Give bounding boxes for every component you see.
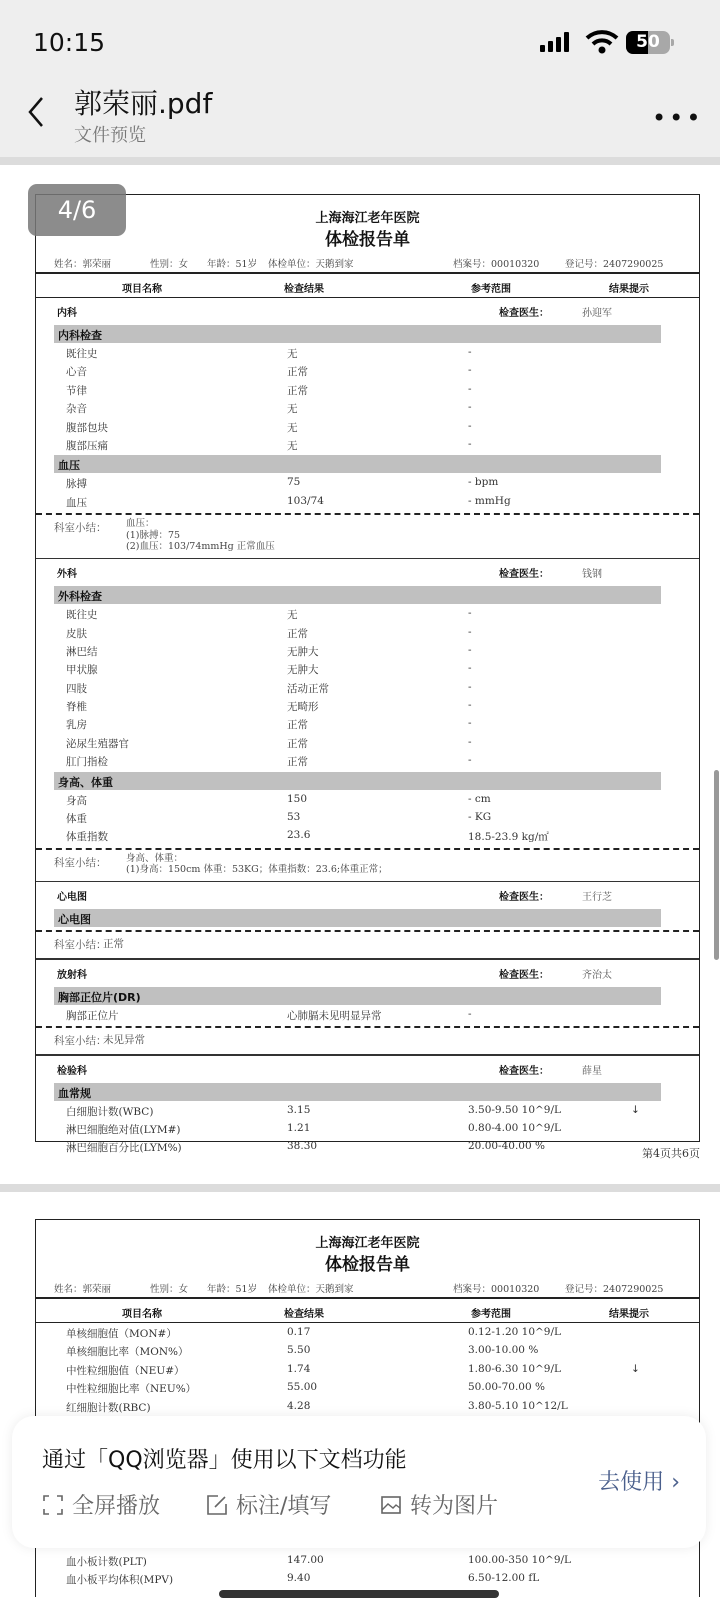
- info-unit: 体检单位：天鹅到家: [268, 259, 354, 270]
- go-use-label: 去使用: [598, 1470, 665, 1495]
- doctor-label: 检查医生：: [499, 308, 549, 319]
- department-header: [36, 882, 699, 907]
- table-row: [36, 1137, 699, 1155]
- fullscreen-button[interactable]: [42, 1489, 160, 1520]
- item-result: 55.00: [287, 1381, 318, 1394]
- patient-info: [36, 1279, 699, 1297]
- info-reg-no: 登记号：2407290025: [565, 259, 664, 270]
- file-subtitle: 文件预览: [74, 125, 146, 146]
- item-reference: 18.5-23.9 kg/㎡: [468, 831, 549, 844]
- column-header: 检查结果: [284, 1309, 324, 1320]
- item-result: 正常: [287, 384, 308, 397]
- doctor-name: 孙迎军: [582, 308, 612, 319]
- wifi-icon: [585, 30, 619, 54]
- feature-label: 转为图片: [410, 1494, 499, 1519]
- item-reference: 3.80-5.10 10^12/L: [468, 1399, 568, 1412]
- battery-level: 50: [636, 32, 660, 52]
- group-title: 心电图: [54, 909, 661, 927]
- table-row: [36, 604, 699, 622]
- item-reference: -: [468, 699, 472, 712]
- summary-line: 身高、体重：: [126, 852, 184, 864]
- more-options-button[interactable]: •••: [652, 104, 704, 132]
- item-reference: 0.80-4.00 10^9/L: [468, 1122, 561, 1135]
- department-header: [36, 559, 699, 584]
- item-name: 甲状腺: [66, 664, 98, 677]
- item-result: 无: [287, 348, 298, 360]
- item-result: 147.00: [287, 1553, 324, 1566]
- doctor-label: 检查医生：: [499, 1065, 549, 1077]
- table-row: [36, 641, 699, 659]
- department-name: 检验科: [57, 1065, 87, 1077]
- file-title: 郭荣丽.pdf: [74, 87, 213, 120]
- column-header: 结果提示: [609, 1309, 649, 1320]
- item-reference: -: [468, 401, 472, 414]
- item-name: 中性粒细胞比率（NEU%）: [66, 1383, 197, 1396]
- table-row: [36, 435, 699, 453]
- group-title: 外科检查: [54, 586, 661, 604]
- item-name: 淋巴结: [66, 645, 98, 658]
- item-name: 腹部包块: [66, 421, 108, 434]
- table-row: [36, 1397, 699, 1415]
- item-result: 3.15: [287, 1103, 311, 1116]
- item-result: 活动正常: [287, 682, 329, 695]
- item-name: 淋巴细胞绝对值(LYM#): [66, 1124, 181, 1137]
- status-time: 10:15: [33, 28, 106, 57]
- item-name: 泌尿生殖器官: [66, 737, 129, 750]
- doctor-name: 钱钢: [582, 569, 602, 581]
- doctor-name: 齐治太: [582, 969, 612, 981]
- summary-line: 正常: [103, 938, 124, 951]
- item-name: 脉搏: [66, 478, 87, 491]
- column-header: 参考范围: [471, 1309, 511, 1320]
- item-result: 5.50: [287, 1344, 311, 1357]
- group-title: 血压: [54, 455, 661, 473]
- qq-browser-banner: [12, 1416, 706, 1548]
- item-reference: 1.80-6.30 10^9/L: [468, 1362, 561, 1375]
- annotate-button[interactable]: [206, 1489, 331, 1520]
- item-result: 正常: [287, 627, 308, 640]
- banner-title: 通过「QQ浏览器」使用以下文档功能: [42, 1448, 407, 1473]
- summary-line: (1)身高：150cm 体重：53KG；体重指数：23.6;体重正常；: [126, 864, 388, 876]
- info-name: 姓名：郭荣丽: [54, 1284, 112, 1295]
- item-result: 75: [287, 476, 301, 489]
- item-result: 0.17: [287, 1326, 311, 1338]
- summary-label: 科室小结：: [54, 856, 107, 869]
- item-reference: -: [468, 382, 472, 395]
- table-row: [36, 696, 699, 714]
- item-result: 正常: [287, 756, 308, 769]
- item-result: 无: [287, 403, 298, 416]
- summary-label: 科室小结：: [54, 522, 107, 535]
- department-name: 放射科: [57, 969, 87, 981]
- table-row: [36, 678, 699, 696]
- group-title: 身高、体重: [54, 772, 661, 790]
- department-header: [36, 1056, 699, 1081]
- table-row: [36, 1378, 699, 1396]
- column-header: 结果提示: [609, 284, 649, 295]
- feature-label: 全屏播放: [72, 1494, 161, 1519]
- column-header: 检查结果: [284, 284, 324, 295]
- item-result: 心肺膈未见明显异常: [287, 1009, 382, 1022]
- column-header: 项目名称: [122, 284, 162, 295]
- info-name: 姓名：郭荣丽: [54, 259, 112, 270]
- home-indicator[interactable]: [219, 1590, 499, 1598]
- table-row: [36, 380, 699, 398]
- summary-line: 未见异常: [103, 1034, 145, 1047]
- image-icon: [380, 1494, 402, 1516]
- item-name: 心音: [66, 366, 87, 379]
- item-name: 单核细胞比率（MON%）: [66, 1346, 189, 1359]
- item-name: 血压: [66, 496, 87, 509]
- table-row: [36, 417, 699, 435]
- info-gender: 性别：女: [150, 1284, 189, 1295]
- hospital-name: 上海海江老年医院: [315, 211, 420, 226]
- item-name: 体重指数: [66, 831, 108, 844]
- table-row: [36, 790, 699, 808]
- item-reference: 20.00-40.00 %: [468, 1140, 545, 1153]
- info-age: 年龄：51岁: [207, 259, 258, 270]
- info-file-no: 档案号：00010320: [453, 1284, 540, 1295]
- department-name: 内科: [57, 308, 77, 319]
- item-result: 38.30: [287, 1140, 318, 1153]
- item-reference: -: [468, 437, 472, 450]
- item-reference: -: [468, 662, 472, 675]
- item-name: 血小板平均体积(MPV): [66, 1574, 174, 1587]
- item-reference: 6.50-12.00 fL: [468, 1572, 540, 1585]
- item-name: 腹部压痛: [66, 439, 108, 452]
- battery-icon: [626, 31, 670, 54]
- doctor-name: 薛星: [582, 1065, 602, 1077]
- table-row: [36, 1341, 699, 1359]
- battery-nub: [671, 39, 674, 46]
- item-reference: -: [468, 625, 472, 638]
- item-reference: -: [468, 754, 472, 767]
- page-footer: 第4页共6页: [642, 1147, 700, 1160]
- department-header: [36, 960, 699, 985]
- item-reference: - cm: [468, 792, 491, 805]
- item-result: 正常: [287, 366, 308, 379]
- table-row: [36, 808, 699, 826]
- column-header: 参考范围: [471, 284, 511, 295]
- department-summary: [36, 513, 699, 558]
- item-reference: -: [468, 607, 472, 620]
- info-reg-no: 登记号：2407290025: [565, 1284, 664, 1295]
- item-name: 血小板计数(PLT): [66, 1555, 147, 1568]
- item-reference: 3.00-10.00 %: [468, 1344, 539, 1357]
- top-bar: [0, 0, 720, 160]
- table-row: [36, 733, 699, 751]
- table-row: [36, 1551, 699, 1569]
- table-row: [36, 751, 699, 769]
- item-result: 正常: [287, 719, 308, 732]
- item-result: 1.74: [287, 1362, 311, 1375]
- item-name: 胸部正位片: [66, 1009, 119, 1022]
- doctor-name: 王行芝: [582, 892, 612, 904]
- item-name: 红细胞计数(RBC): [66, 1401, 151, 1414]
- edit-icon: [206, 1494, 228, 1516]
- table-row: [36, 659, 699, 677]
- table-row: [36, 473, 699, 491]
- doctor-label: 检查医生：: [499, 569, 549, 581]
- info-gender: 性别：女: [150, 259, 189, 270]
- item-name: 既往史: [66, 609, 98, 622]
- item-reference: -: [468, 735, 472, 748]
- table-row: [36, 398, 699, 416]
- item-reference: - KG: [468, 811, 492, 824]
- table-row: [36, 1101, 699, 1119]
- table-row: [36, 1005, 699, 1023]
- table-row: [36, 361, 699, 379]
- table-row: [36, 492, 699, 510]
- summary-label: 科室小结：: [54, 1035, 107, 1048]
- item-name: 淋巴细胞百分比(LYM%): [66, 1142, 182, 1155]
- item-result: 无肿大: [287, 645, 319, 658]
- column-headers: [36, 274, 699, 298]
- report-title: 体检报告单: [325, 1255, 410, 1275]
- department-summary: [36, 1026, 699, 1054]
- hospital-name: 上海海江老年医院: [315, 1236, 420, 1251]
- item-name: 身高: [66, 794, 87, 807]
- table-row: [36, 623, 699, 641]
- item-name: 四肢: [66, 682, 87, 695]
- doctor-label: 检查医生：: [499, 969, 549, 981]
- item-result: 正常: [287, 737, 308, 750]
- item-result: 无: [287, 439, 298, 452]
- table-row: [36, 826, 699, 844]
- divider: [0, 157, 720, 165]
- item-reference: 100.00-350 10^9/L: [468, 1553, 572, 1566]
- summary-line: (2)血压：103/74mmHg 正常血压: [126, 541, 275, 553]
- back-button[interactable]: [22, 92, 52, 132]
- item-name: 皮肤: [66, 627, 87, 640]
- item-reference: - mmHg: [468, 494, 511, 507]
- info-unit: 体检单位：天鹅到家: [268, 1284, 354, 1295]
- item-reference: -: [468, 364, 472, 377]
- item-name: 单核细胞值（MON#）: [66, 1328, 177, 1340]
- item-result: 53: [287, 811, 301, 824]
- item-result: 无畸形: [287, 701, 319, 714]
- group-title: 血常规: [54, 1083, 661, 1101]
- signal-icon: [540, 32, 569, 52]
- item-reference: -: [468, 419, 472, 432]
- fullscreen-icon: [42, 1494, 64, 1516]
- table-row: [36, 1323, 699, 1341]
- go-use-button[interactable]: [598, 1465, 680, 1496]
- item-reference: -: [468, 717, 472, 730]
- feature-label: 标注/填写: [236, 1494, 332, 1519]
- item-reference: 50.00-70.00 %: [468, 1381, 545, 1394]
- item-result: 150: [287, 792, 308, 805]
- item-hint: ↓: [631, 1362, 640, 1375]
- department-header: [36, 298, 699, 323]
- group-title: 胸部正位片(DR): [54, 987, 661, 1005]
- item-name: 脊椎: [66, 701, 87, 714]
- column-header: 项目名称: [122, 1309, 162, 1320]
- summary-label: 科室小结：: [54, 939, 107, 952]
- item-name: 中性粒细胞值（NEU#）: [66, 1364, 185, 1377]
- table-row: [36, 1360, 699, 1378]
- table-row: [36, 714, 699, 732]
- item-name: 节律: [66, 384, 87, 397]
- summary-line: (1)脉搏：75: [126, 529, 181, 541]
- item-reference: -: [468, 680, 472, 693]
- item-result: 无: [287, 609, 298, 622]
- item-hint: ↓: [631, 1103, 640, 1116]
- item-name: 杂音: [66, 403, 87, 416]
- item-result: 1.21: [287, 1122, 311, 1135]
- patient-info: [36, 254, 699, 272]
- report-title: 体检报告单: [325, 230, 410, 250]
- item-name: 既往史: [66, 348, 98, 360]
- scrollbar[interactable]: [714, 770, 719, 960]
- item-name: 白细胞计数(WBC): [66, 1105, 154, 1118]
- item-reference: -: [468, 346, 472, 358]
- item-name: 乳房: [66, 719, 87, 732]
- info-age: 年龄：51岁: [207, 1284, 258, 1295]
- convert-image-button[interactable]: [380, 1489, 498, 1520]
- item-reference: 0.12-1.20 10^9/L: [468, 1326, 561, 1338]
- item-reference: -: [468, 1007, 472, 1020]
- doctor-label: 检查医生：: [499, 892, 549, 904]
- item-result: 9.40: [287, 1572, 311, 1585]
- department-summary: [36, 848, 699, 881]
- group-title: 内科检查: [54, 325, 661, 343]
- item-reference: -: [468, 643, 472, 656]
- column-headers: [36, 1299, 699, 1323]
- department-summary: [36, 930, 699, 958]
- item-result: 23.6: [287, 829, 311, 842]
- table-row: [36, 1569, 699, 1587]
- item-name: 肛门指检: [66, 756, 108, 769]
- page-divider: [0, 1184, 720, 1192]
- item-result: 103/74: [287, 494, 324, 507]
- item-result: 无肿大: [287, 664, 319, 677]
- page-indicator: 4/6: [28, 184, 126, 236]
- item-name: 体重: [66, 813, 87, 826]
- item-reference: 3.50-9.50 10^9/L: [468, 1103, 561, 1116]
- table-row: [36, 1119, 699, 1137]
- item-result: 无: [287, 421, 298, 434]
- item-reference: - bpm: [468, 476, 499, 489]
- info-file-no: 档案号：00010320: [453, 259, 540, 270]
- department-name: 外科: [57, 569, 77, 581]
- department-name: 心电图: [57, 892, 87, 904]
- table-row: [36, 343, 699, 361]
- summary-line: 血压：: [126, 518, 155, 530]
- item-result: 4.28: [287, 1399, 311, 1412]
- chevron-right-icon: ›: [671, 1470, 680, 1495]
